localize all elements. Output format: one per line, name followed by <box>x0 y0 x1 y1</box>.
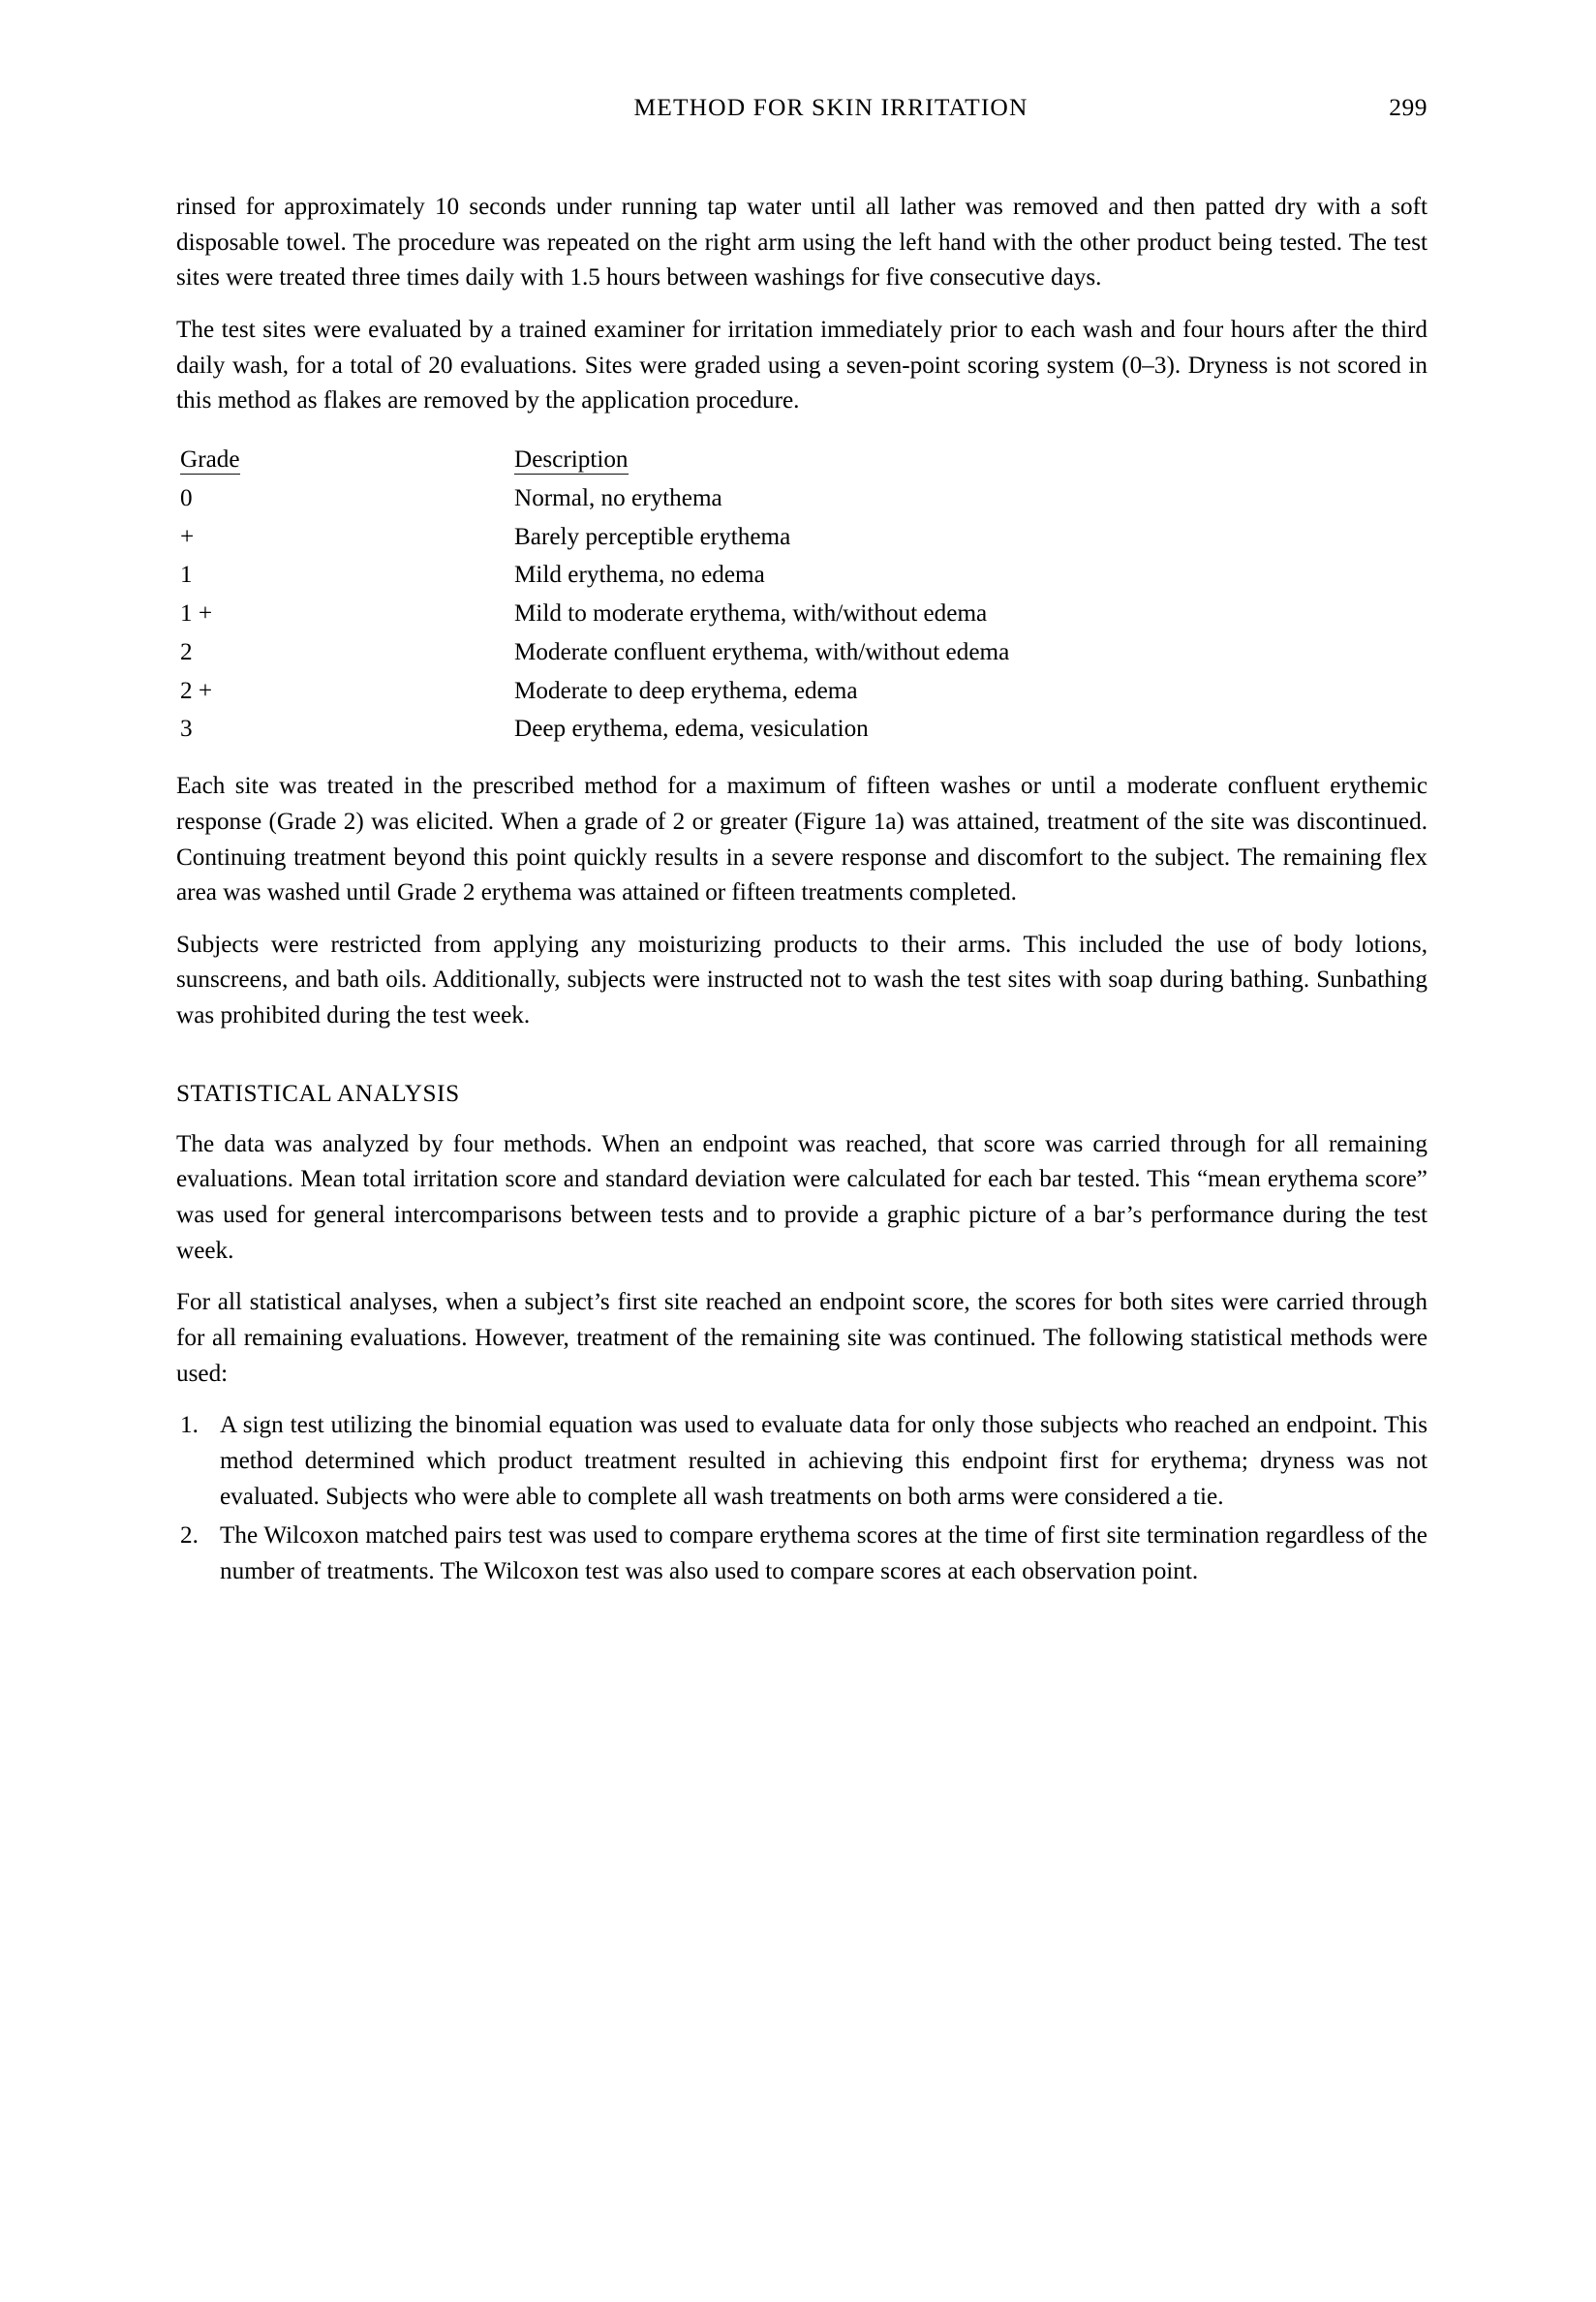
list-item <box>176 1519 1427 1589</box>
cell-description: Moderate confluent erythema, with/without edema <box>514 638 1010 665</box>
paragraph-3: Each site was treated in the prescribed method for a maximum of fifteen washes or until a moderate confluent erythemic response (Grade 2) was elicited. When a grade of 2 or greater (Figure 1a) was attained, treatment of the site was discontinued. Continuing treatment beyond this point quickly results in a severe response and discomfort to the subject. The remaining flex area was washed until Grade 2 erythema was attained or fifteen treatments completed. <box>176 773 1427 906</box>
table-row <box>176 596 1427 634</box>
list-item-number: 2. <box>180 1522 199 1550</box>
cell-description: Deep erythema, edema, vesiculation <box>514 716 869 743</box>
cell-grade: 1 + <box>180 600 213 628</box>
cell-grade: 0 <box>180 484 193 511</box>
table-row <box>176 673 1427 712</box>
cell-grade: 3 <box>180 716 193 743</box>
cell-grade: 1 <box>180 562 193 589</box>
table-row <box>176 480 1427 519</box>
running-header-title: METHOD FOR SKIN IRRITATION <box>633 93 1028 121</box>
column-header-grade <box>176 443 514 480</box>
list-item-text: The Wilcoxon matched pairs test was used to compare erythema scores at the time of first site termination regardless of the number of treatments. The Wilcoxon test was also used to compare scores at each observation point. <box>220 1522 1427 1584</box>
column-header-grade-label: Grade <box>180 445 240 473</box>
cell-description: Mild erythema, no edema <box>514 562 765 589</box>
paragraph-1: rinsed for approximately 10 seconds under running tap water until all lather was removed and then patted dry with a soft disposable towel. The procedure was repeated on the right arm using the left hand with the other product being tested. The test sites were treated three times daily with 1.5 hours between washings for five consecutive days. <box>176 194 1427 292</box>
page-content <box>176 93 1427 1594</box>
column-header-description-label: Description <box>514 445 629 473</box>
table-row <box>176 634 1427 673</box>
paragraph-2: The test sites were evaluated by a trained examiner for irritation immediately prior to each wash and four hours after the third daily wash, for a total of 20 evaluations. Sites were graded using a seven-point scoring system (0–3). Dryness is not scored in this method as flakes are removed by the application procedure. <box>176 316 1427 414</box>
table-row <box>176 519 1427 558</box>
cell-description: Normal, no erythema <box>514 484 722 511</box>
paragraph-4: Subjects were restricted from applying any moisturizing products to their arms. This included the use of body lotions, sunscreens, and bath oils. Additionally, subjects were instructed not to wash the test sites with soap during bathing. Sunbathing was prohibited during the test week. <box>176 931 1427 1029</box>
list-item-number: 1. <box>180 1412 199 1439</box>
section-heading-statistical-analysis: STATISTICAL ANALYSIS <box>176 1080 460 1107</box>
cell-description: Barely perceptible erythema <box>514 523 791 550</box>
cell-description: Moderate to deep erythema, edema <box>514 677 858 704</box>
statistical-methods-list <box>176 1408 1427 1589</box>
cell-grade: 2 <box>180 638 193 665</box>
statistical-analysis-paragraph-1: The data was analyzed by four methods. When an endpoint was reached, that score was carried through for all remaining evaluations. Mean total irritation score and standard deviation were calculated for each bar tested. This “mean erythema score” was used for general intercomparisons between tests and to provide a graphic picture of a bar’s performance during the test week. <box>176 1130 1427 1264</box>
running-header <box>176 93 1427 132</box>
cell-description: Mild to moderate erythema, with/without edema <box>514 600 988 628</box>
table-header-row <box>176 443 1427 480</box>
statistical-analysis-paragraph-2: For all statistical analyses, when a subject’s first site reached an endpoint score, the scores for both sites were carried through for all remaining evaluations. However, treatment of the remaining site was continued. The following statistical methods were used: <box>176 1289 1427 1387</box>
cell-grade: + <box>180 523 195 550</box>
page-number: 299 <box>1389 93 1427 121</box>
column-header-description <box>514 443 1427 480</box>
table-row <box>176 557 1427 596</box>
table-row <box>176 711 1427 750</box>
cell-grade: 2 + <box>180 677 213 704</box>
grade-description-table <box>176 443 1427 750</box>
list-item-text: A sign test utilizing the binomial equation was used to evaluate data for only those subjects who reached an endpoint. This method determined which product treatment resulted in achieving this endpoint first for erythema; dryness was not evaluated. Subjects who were able to complete all wash treatments on both arms were considered a tie. <box>220 1412 1427 1510</box>
list-item <box>176 1408 1427 1515</box>
